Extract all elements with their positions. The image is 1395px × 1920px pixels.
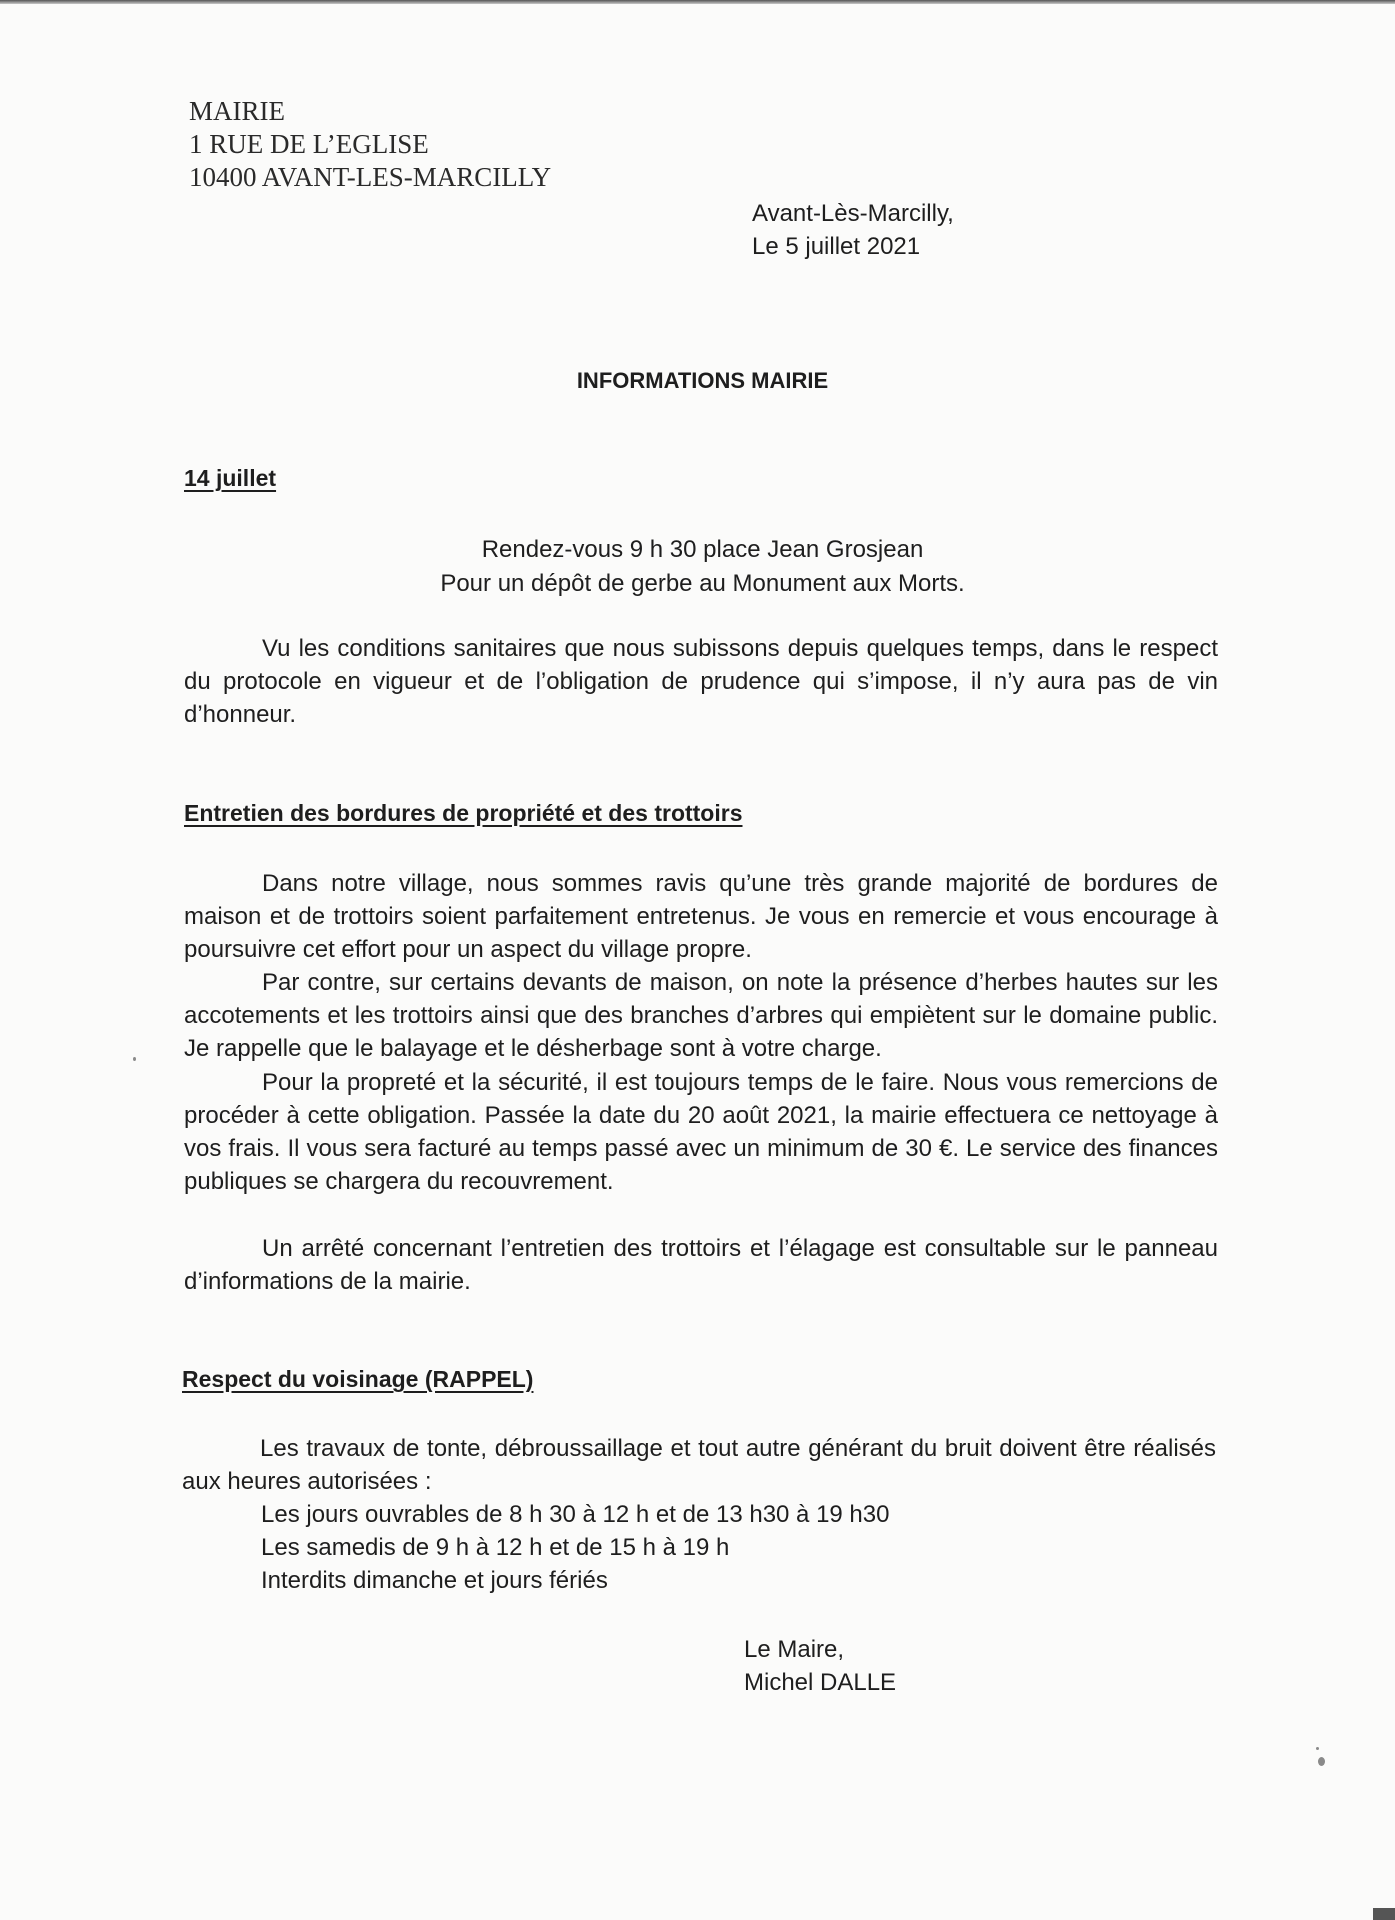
entretien-paragraph-1: Dans notre village, nous sommes ravis qu’une très grande majorité de bordures de maison et de trottoirs soient parfaitement entretenus. Je vous en remercie et vous encourage à poursuivre cet effort pour un aspect du village propre. [184,870,1218,963]
place-and-date [752,197,954,263]
signature-role: Le Maire, [744,1636,845,1663]
date: Le 5 juillet 2021 [752,233,921,260]
ceremony-notice-line-1: Rendez-vous 9 h 30 place Jean Grosjean [481,536,924,563]
voisinage-paragraph: Les travaux de tonte, débroussaillage et tout autre générant du bruit doivent être réalisés aux heures autorisées : [182,1435,1216,1495]
section-heading-voisinage: Respect du voisinage (RAPPEL) [182,1366,534,1392]
sender-line-1: MAIRIE [189,96,285,126]
sanitary-conditions-paragraph: Vu les conditions sanitaires que nous subissons depuis quelques temps, dans le respect du protocole en vigueur et de l’obligation de prudence qui s’impose, il n’y aura pas de vin d’honneur. [184,635,1218,728]
scan-speck [1316,1747,1319,1750]
schedule-line: Les jours ouvrables de 8 h 30 à 12 h et de 13 h30 à 19 h30 [261,1501,890,1528]
scan-speck [1318,1757,1325,1766]
schedule-line: Les samedis de 9 h à 12 h et de 15 h à 19 h [261,1534,730,1561]
entretien-paragraph-3: Pour la propreté et la sécurité, il est toujours temps de le faire. Nous vous remercions de procéder à cette obligation. Passée la date du 20 août 2021, la mairie effectuera ce nettoyage à vos frais. Il vous sera facturé au temps passé avec un minimum de 30 €. Le service des finances publiques se chargera du recouvrement. [184,1069,1218,1195]
scan-top-edge [0,0,1395,4]
signature-block [744,1633,896,1699]
section-heading-14-juillet: 14 juillet [184,465,277,491]
entretien-paragraph-4: Un arrêté concernant l’entretien des trottoirs et l’élagage est consultable sur le panneau d’informations de la mairie. [184,1235,1218,1295]
signature-name: Michel DALLE [744,1669,897,1696]
scan-speck [133,1057,136,1061]
entretien-paragraph-2: Par contre, sur certains devants de maison, on note la présence d’herbes hautes sur les accotements et les trottoirs ainsi que des branches d’arbres qui empiètent sur le domaine public. Je rappelle que le balayage et le désherbage sont à votre charge. [184,969,1218,1062]
scan-corner-mark [1373,1908,1395,1920]
sender-address [189,95,551,194]
noise-schedule [261,1498,889,1597]
sender-line-3: 10400 AVANT-LES-MARCILLY [189,162,552,192]
ceremony-notice-line-2: Pour un dépôt de gerbe au Monument aux Morts. [440,570,965,597]
sender-line-2: 1 RUE DE L’EGLISE [189,129,429,159]
section-heading-entretien: Entretien des bordures de propriété et des trottoirs [184,800,743,826]
place: Avant-Lès-Marcilly, [752,200,954,227]
schedule-line: Interdits dimanche et jours fériés [261,1567,608,1594]
document-title: INFORMATIONS MAIRIE [576,368,829,393]
ceremony-notice [0,533,1395,601]
